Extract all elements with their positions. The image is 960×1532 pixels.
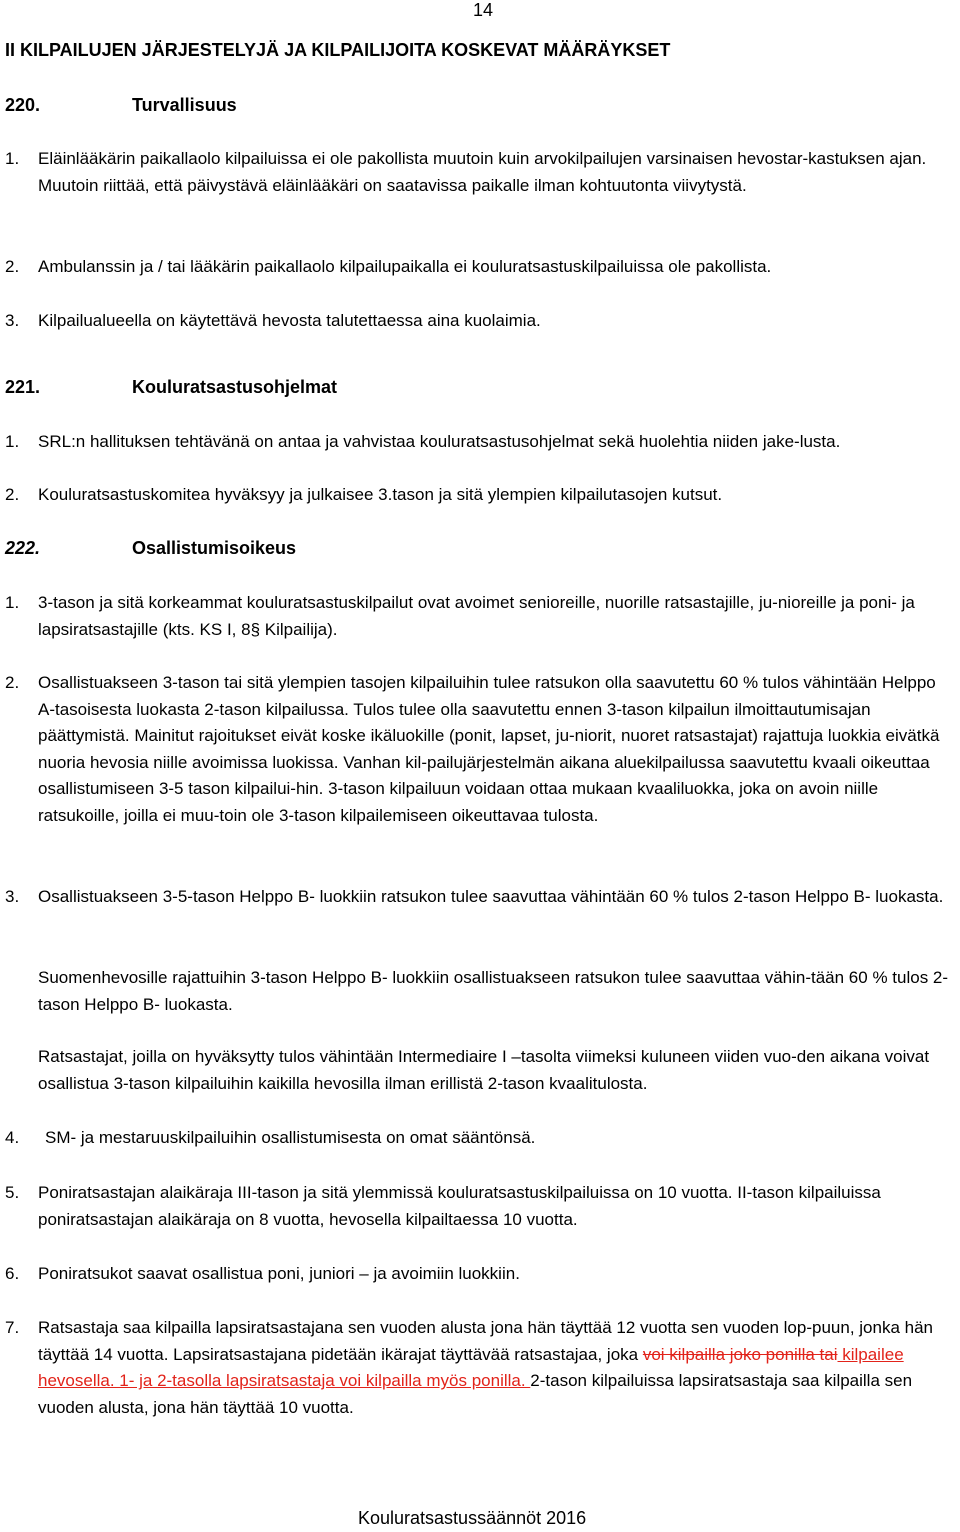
item-text: 3-tason ja sitä korkeammat kouluratsastuskilpailut ovat avoimet senioreille, nuorille ratsastajille, ju-nioreille ja poni- ja lapsiratsastajille (kts. KS I, 8§ Kilpailija). <box>38 593 915 639</box>
section-number: 221. <box>5 377 41 397</box>
item-number: 7. <box>5 1318 20 1337</box>
item-text: Ambulanssin ja / tai lääkärin paikallaolo kilpailupaikalla ei kouluratsastuskilpailuissa ole pakollista. <box>38 257 772 276</box>
section-title: Kouluratsastusohjelmat <box>132 377 338 397</box>
section-222-item-4 <box>5 1125 955 1152</box>
section-title: Turvallisuus <box>132 95 237 115</box>
item-text: Suomenhevosille rajattuihin 3-tason Helppo B- luokkiin osallistuakseen ratsukon tulee saavuttaa vähin-tään 60 % tulos 2-tason Helppo B- luokasta. <box>38 968 949 1014</box>
item-number: 1. <box>5 149 20 168</box>
item-number: 1. <box>5 593 20 612</box>
item-number: 3. <box>5 311 20 330</box>
section-220-item-2 <box>5 254 955 281</box>
item-text <box>38 1315 955 1421</box>
section-222-item-6 <box>5 1261 955 1288</box>
section-222-item-3-paragraph-2 <box>5 965 955 1018</box>
struck-revision-text: voi kilpailla joko ponilla tai <box>642 1344 838 1364</box>
item-number: 3. <box>5 887 20 906</box>
item-text: Osallistuakseen 3-5-tason Helppo B- luokkiin ratsukon tulee saavuttaa vähintään 60 % tulos 2-tason Helppo B- luokasta. <box>38 887 944 906</box>
section-221-item-1 <box>5 429 955 456</box>
section-222-heading <box>5 538 605 562</box>
section-222-item-1 <box>5 590 955 643</box>
item-text: Eläinlääkärin paikallaolo kilpailuissa ei ole pakollista muutoin kuin arvokilpailujen varsinaisen hevostar-kastuksen ajan. Muutoin riittää, että päivystävä eläinlääkäri on saatavissa paikalle ilman kohtuutonta viivytystä. <box>38 149 927 195</box>
section-title: Osallistumisoikeus <box>132 538 297 558</box>
item-text: Kouluratsastuskomitea hyväksyy ja julkaisee 3.tason ja sitä ylempien kilpailutasojen kutsut. <box>38 485 723 504</box>
document-title: II KILPAILUJEN JÄRJESTELYJÄ JA KILPAILIJOITA KOSKEVAT MÄÄRÄYKSET <box>5 40 671 60</box>
item-number: 5. <box>5 1183 20 1202</box>
section-222-item-3-paragraph-3 <box>5 1044 955 1097</box>
item-text: SM- ja mestaruuskilpailuihin osallistumisesta on omat sääntönsä. <box>45 1128 536 1147</box>
item-text: Ratsastajat, joilla on hyväksytty tulos vähintään Intermediaire I –tasolta viimeksi kuluneen viiden vuo-den aikana voivat osallistua 3-tason kilpailuihin kaikilla hevosilla ilman erillistä 2-tason kvaalitulosta. <box>38 1047 930 1093</box>
item-number: 6. <box>5 1264 20 1283</box>
section-220-item-1 <box>5 146 955 199</box>
section-number: 222. <box>5 538 41 558</box>
section-number: 220. <box>5 95 41 115</box>
section-220-item-3 <box>5 308 955 335</box>
section-222-item-2 <box>5 670 955 830</box>
item-number: 2. <box>5 257 20 276</box>
item-text-part-a: Ratsastaja saa kilpailla lapsiratsastajana sen vuoden alusta jona hän täyttää 12 vuotta sen vuoden lop-puun, jonka hän täyttää 14 vuotta. Lapsiratsastajana pidetään ikärajat täyttävää ratsastajaa, joka <box>38 1318 933 1364</box>
item-text: Kilpailualueella on käytettävä hevosta talutettaessa aina kuolaimia. <box>38 311 541 330</box>
section-221-item-2 <box>5 482 955 509</box>
inserted-revision-text: kilpailee hevosella. 1- ja 2-tasolla lapsiratsastaja voi kilpailla myös ponilla. <box>38 1344 904 1391</box>
item-number: 1. <box>5 432 20 451</box>
item-text: Osallistuakseen 3-tason tai sitä ylempien tasojen kilpailuihin tulee ratsukon olla saavutettu 60 % tulos vähintään Helppo A-tasoisesta luokasta 2-tason kilpailussa. Tulos tulee olla saavutettu ennen 3-tason kilpailun ilmoittautumisajan päättymistä. Mainitut rajoitukset eivät koske ikäluokille (ponit, lapset, ju-niorit, nuoret ratsastajat) rajattuja luokkia eivätkä nuoria hevosia niille avoimissa luokissa. Vanhan kil-pailujärjestelmän aikana aluekilpailussa saavutettu kvaali oikeuttaa osallistumiseen 3-5 tason kilpailui-hin. 3-tason kilpailuun voidaan ottaa mukaan kvaaliluokka, joka on avoin niille ratsukoille, joilla ei muu-toin ole 3-tason kilpailemiseen oikeuttavaa tulosta. <box>38 673 940 825</box>
section-222-item-7 <box>5 1315 955 1421</box>
item-text: Poniratsukot saavat osallistua poni, juniori – ja avoimiin luokkiin. <box>38 1264 520 1283</box>
section-221-heading <box>5 377 605 401</box>
section-220-heading <box>5 95 605 119</box>
item-number: 4. <box>5 1128 20 1147</box>
item-text-part-b: 2-tason kilpailuissa lapsiratsastaja saa kilpailla sen vuoden alusta, jona hän täyttää 10 vuotta. <box>38 1371 913 1417</box>
item-number: 2. <box>5 673 20 692</box>
section-222-item-3 <box>5 884 955 911</box>
page-number: 14 <box>473 0 494 20</box>
item-number: 2. <box>5 485 20 504</box>
section-222-item-5 <box>5 1180 955 1233</box>
page-footer: Kouluratsastussäännöt 2016 <box>358 1508 587 1528</box>
item-text: Poniratsastajan alaikäraja III-tason ja sitä ylemmissä kouluratsastuskilpailuissa on 10 vuotta. II-tason kilpailuissa poniratsastajan alaikäraja on 8 vuotta, hevosella kilpailtaessa 10 vuotta. <box>38 1183 881 1229</box>
item-text: SRL:n hallituksen tehtävänä on antaa ja vahvistaa kouluratsastusohjelmat sekä huolehtia niiden jake-lusta. <box>38 432 841 451</box>
